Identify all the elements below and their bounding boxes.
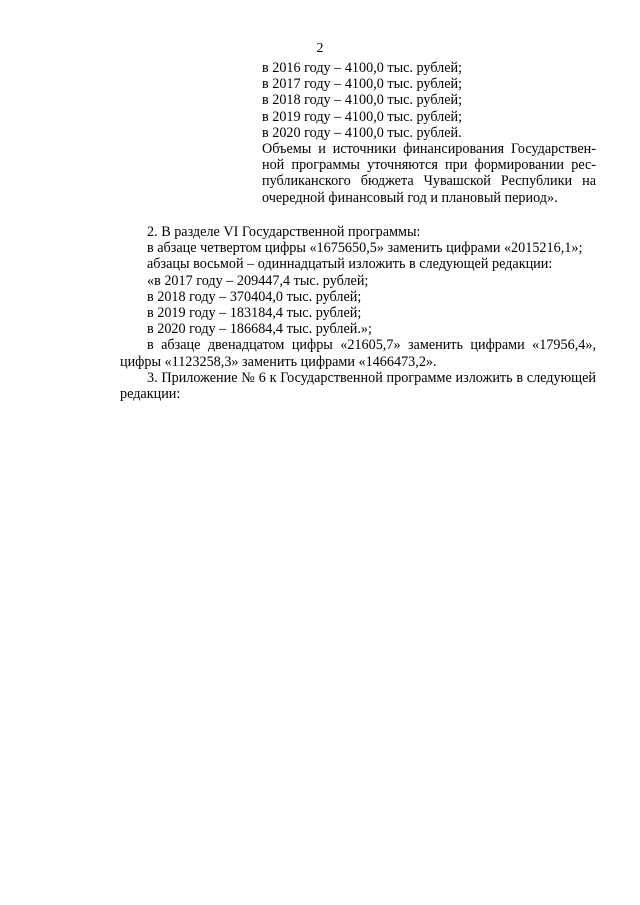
new-year-2019: в 2019 году – 183184,4 тыс. рублей; [147,305,362,322]
section2-paragraphs-intro: абзацы восьмой – одиннадцатый изложить в следующей редакции: [147,256,553,273]
section2-paragraph12: в абзаце двенадцатом цифры «21605,7» заменить цифрами «17956,4», цифры «1123258,3» заменить цифрами «1466473,2». [120,337,596,370]
financing-block [262,60,596,206]
new-year-2020: в 2020 году – 186684,4 тыс. рублей.»; [147,321,372,338]
page-number: 2 [316,41,324,56]
section3-text: 3. Приложение № 6 к Государственной программе изложить в следующей редакции: [120,369,596,403]
section2-heading: 2. В разделе VI Государственной программы: [147,224,421,240]
new-year-2017: «в 2017 году – 209447,4 тыс. рублей; [147,272,369,289]
financing-year-2018: в 2018 году – 4100,0 тыс. рублей; [262,92,463,109]
section2-paragraph4: в абзаце четвертом цифры «1675650,5» заменить цифрами «2015216,1»; [147,240,583,257]
financing-year-2020: в 2020 году – 4100,0 тыс. рублей. [262,124,462,141]
amendments-block [120,224,596,402]
new-year-2018: в 2018 году – 370404,0 тыс. рублей; [147,288,362,305]
financing-year-2017: в 2017 году – 4100,0 тыс. рублей; [262,76,463,93]
financing-year-2019: в 2019 году – 4100,0 тыс. рублей; [262,108,463,125]
financing-note: Объемы и источники финансирования Государствен-ной программы уточняются при формировании рес-публиканского бюджета Чувашской Республики на очередной финансовый год и плановый период». [262,141,596,206]
financing-year-2016: в 2016 году – 4100,0 тыс. рублей; [262,60,463,76]
